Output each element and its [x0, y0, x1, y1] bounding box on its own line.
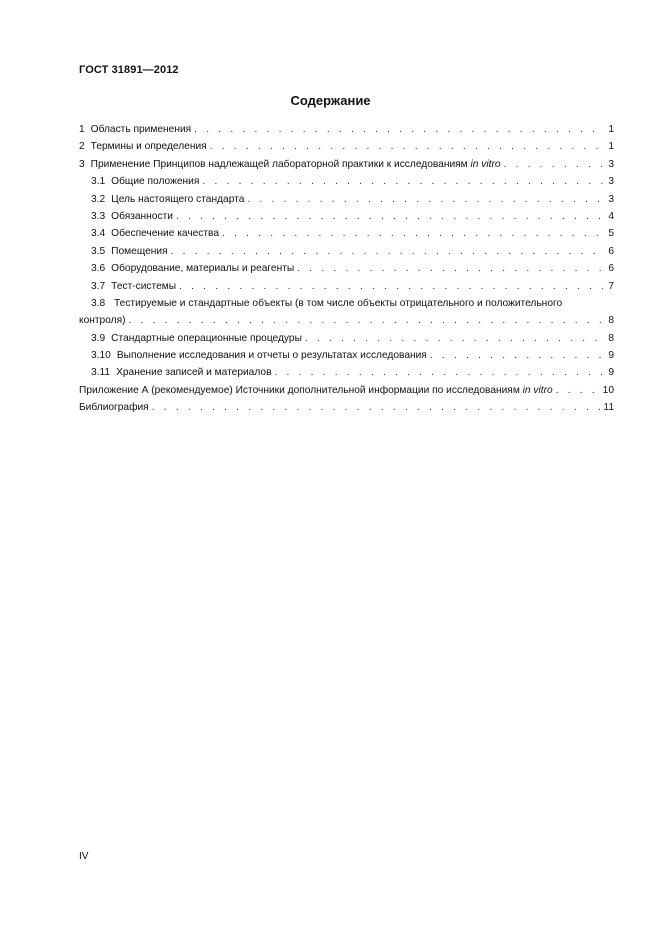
toc-entry-page: 4 — [608, 210, 614, 222]
toc-entry-page: 1 — [608, 141, 614, 153]
page-title: Содержание — [290, 93, 371, 108]
toc-entry-3-2[interactable] — [79, 191, 614, 208]
toc-dot-leader — [556, 382, 600, 399]
toc-entry-number: 3.7 — [91, 280, 106, 292]
toc-dot-leader — [129, 312, 604, 329]
toc-entry-number: 3.1 — [91, 176, 106, 188]
toc-dot-leader — [202, 173, 603, 190]
toc-dot-leader — [171, 243, 603, 260]
table-of-contents — [79, 121, 614, 417]
toc-entry-page: 3 — [608, 158, 614, 170]
toc-entry-1[interactable] — [79, 121, 614, 138]
toc-entry-number: 3.5 — [91, 245, 106, 257]
toc-dot-leader — [194, 121, 603, 138]
toc-dot-leader — [297, 260, 603, 277]
toc-dot-leader — [210, 138, 603, 155]
toc-dot-leader — [247, 191, 603, 208]
toc-entry-3-1[interactable] — [79, 173, 614, 190]
toc-entry-3[interactable] — [79, 156, 614, 173]
toc-entry-number: 3.9 — [91, 332, 106, 344]
toc-entry-title: Хранение записей и материалов — [116, 367, 272, 379]
toc-entry-page: 8 — [608, 315, 614, 327]
toc-entry-number: 3.11 — [91, 367, 111, 379]
toc-entry-3-9[interactable] — [79, 330, 614, 347]
toc-entry-number: 3.10 — [91, 350, 111, 362]
toc-entry-page: 1 — [608, 124, 614, 135]
document-header: ГОСТ 31891—2012 — [79, 64, 179, 76]
toc-entry-3-4[interactable] — [79, 225, 614, 242]
toc-entry-title: Обеспечение качества — [111, 228, 220, 240]
toc-dot-leader — [176, 208, 603, 225]
toc-entry-bibliography[interactable] — [79, 399, 614, 416]
page-number: IV — [79, 851, 89, 862]
toc-entry-3-10[interactable] — [79, 347, 614, 364]
toc-entry-number: 2 — [79, 141, 85, 153]
toc-entry-page: 3 — [608, 193, 614, 205]
toc-entry-3-5[interactable] — [79, 243, 614, 260]
toc-entry-title: Область применения — [90, 124, 192, 135]
toc-entry-number: 3.8 — [91, 297, 106, 309]
toc-dot-leader — [305, 330, 603, 347]
toc-entry-number: 3.3 — [91, 210, 106, 222]
toc-entry-3-7[interactable] — [79, 278, 614, 295]
toc-entry-title-italic: in vitro — [522, 384, 553, 396]
toc-entry-3-8[interactable] — [79, 295, 614, 330]
toc-entry-number: 3.2 — [91, 193, 106, 205]
toc-entry-title: Стандартные операционные процедуры — [111, 332, 302, 344]
toc-entry-title: Помещения — [111, 245, 168, 257]
toc-entry-title: Тестируемые и стандартные объекты (в том числе объекты отрицательного и положительного — [114, 297, 563, 309]
toc-entry-title: Цель настоящего стандарта — [111, 193, 245, 205]
toc-entry-3-6[interactable] — [79, 260, 614, 277]
toc-entry-title: Библиография — [79, 402, 149, 414]
toc-entry-title: Приложение А (рекомендуемое) Источники дополнительной информации по исследованиям — [79, 384, 523, 396]
toc-dot-leader — [222, 225, 603, 242]
toc-entry-title: Термины и определения — [90, 141, 207, 153]
toc-entry-number: 3 — [79, 158, 85, 170]
toc-entry-3-11[interactable] — [79, 364, 614, 381]
toc-entry-number: 3.6 — [91, 263, 106, 275]
toc-entry-page: 11 — [603, 402, 614, 414]
toc-entry-appendix-a[interactable] — [79, 382, 614, 399]
toc-dot-leader — [504, 156, 603, 173]
toc-entry-number: 3.4 — [91, 228, 106, 240]
toc-entry-title: Тест-системы — [111, 280, 177, 292]
toc-dot-leader — [152, 399, 601, 416]
toc-entry-page: 3 — [608, 176, 614, 188]
toc-entry-title: Оборудование, материалы и реагенты — [111, 263, 295, 275]
toc-entry-page: 10 — [602, 384, 614, 396]
toc-entry-page: 8 — [608, 332, 614, 344]
toc-entry-3-3[interactable] — [79, 208, 614, 225]
toc-entry-2[interactable] — [79, 138, 614, 155]
toc-entry-page: 6 — [608, 263, 614, 275]
toc-entry-title: Обязанности — [111, 210, 173, 222]
toc-entry-title: Общие положения — [111, 176, 200, 188]
toc-entry-page: 6 — [608, 245, 614, 257]
toc-entry-title: Выполнение исследования и отчеты о результатах исследования — [116, 350, 427, 362]
toc-dot-leader — [179, 278, 603, 295]
toc-dot-leader — [430, 347, 603, 364]
toc-entry-page: 7 — [608, 280, 614, 292]
toc-entry-number: 1 — [79, 124, 85, 135]
toc-entry-page: 9 — [608, 367, 614, 379]
toc-entry-title-continuation: контроля) — [79, 315, 126, 327]
toc-entry-page: 9 — [608, 350, 614, 362]
toc-entry-page: 5 — [608, 228, 614, 240]
toc-entry-title: Применение Принципов надлежащей лабораторной практики к исследованиям — [90, 158, 471, 170]
toc-entry-title-italic: in vitro — [470, 158, 501, 170]
toc-dot-leader — [274, 364, 603, 381]
